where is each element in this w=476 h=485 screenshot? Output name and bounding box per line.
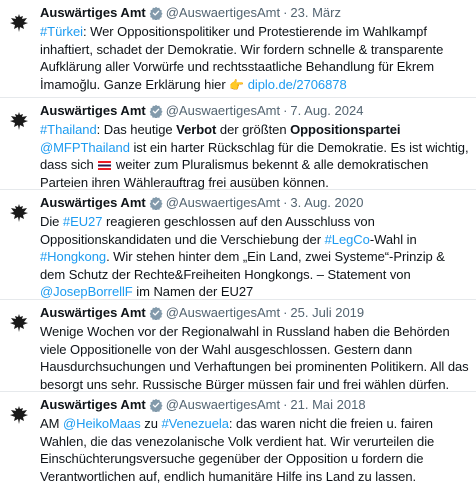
text-segment: . Wir stehen hinter dem „Ein Land, zwei Systeme“-Prinzip & dem Schutz der Rechte&Freiheiten Hongkongs. – Statement von — [40, 249, 445, 282]
text-segment: zu — [140, 416, 162, 431]
tweet-text — [40, 23, 470, 94]
tweet[interactable] — [0, 300, 476, 392]
account-handle[interactable]: @AuswaertigesAmt — [165, 5, 281, 20]
text-segment: -Wahl in — [369, 231, 417, 247]
verified-badge-icon — [149, 104, 163, 118]
tweet[interactable] — [0, 0, 476, 98]
tweet-link[interactable]: #EU27 — [62, 214, 103, 229]
account-name[interactable]: Auswärtiges Amt — [40, 5, 146, 20]
pointing-hand-icon: 👉 — [229, 77, 245, 92]
tweet-header — [40, 194, 470, 211]
text-segment: reagieren geschlossen auf den Ausschluss von Oppositionskandidaten und die Verschiebung der — [40, 214, 375, 247]
federal-eagle-icon[interactable] — [6, 108, 32, 134]
thailand-flag-icon — [98, 161, 111, 170]
separator: · — [283, 305, 288, 320]
federal-eagle-icon[interactable] — [6, 310, 32, 336]
separator: · — [283, 195, 288, 210]
text-segment: AM — [40, 416, 63, 431]
tweet-content — [40, 4, 470, 94]
tweet-link[interactable]: @HeikoMaas — [62, 416, 141, 431]
tweet-link[interactable]: @JosepBorrellF — [40, 284, 133, 299]
tweet-content — [40, 396, 470, 485]
tweet-text — [40, 415, 470, 485]
tweet[interactable] — [0, 190, 476, 300]
tweet-text — [40, 121, 470, 191]
tweet-header — [40, 102, 470, 119]
verified-badge-icon — [149, 306, 163, 320]
tweet-link[interactable]: #Venezuela — [161, 416, 229, 431]
tweet[interactable] — [0, 98, 476, 190]
tweet-date[interactable]: 3. Aug. 2020 — [290, 195, 364, 210]
separator: · — [283, 5, 288, 20]
tweet[interactable] — [0, 392, 476, 484]
tweet-header — [40, 304, 470, 321]
tweet-link[interactable]: #Thailand — [40, 122, 97, 137]
tweet-content — [40, 194, 470, 301]
tweet-link[interactable]: #LegCo — [324, 231, 370, 247]
text-segment: im Namen der EU27 — [132, 284, 254, 299]
text-segment: Wenige Wochen vor der Regionalwahl in Russland haben die Behörden viele Oppositionelle von der Wahl ausgeschlossen. Gestern dann Hausdurchsuchungen und Verhaftungen bei prominenten Politikern. All das besorgt uns sehr. Russische Bürger müssen fair und frei wählen dürfen. — [40, 324, 469, 392]
tweet-link[interactable]: #Türkei — [40, 24, 83, 39]
verified-badge-icon — [149, 196, 163, 210]
tweet-text — [40, 323, 470, 393]
tweet-header — [40, 396, 470, 413]
federal-eagle-icon[interactable] — [6, 402, 32, 428]
tweet-content — [40, 304, 470, 393]
tweet-content — [40, 102, 470, 191]
account-handle[interactable]: @AuswaertigesAmt — [165, 397, 281, 412]
account-handle[interactable]: @AuswaertigesAmt — [165, 195, 281, 210]
tweet-header — [40, 4, 470, 21]
text-segment: Die — [40, 214, 63, 229]
tweet-text — [40, 213, 470, 301]
text-segment: : das waren nicht die freien u. fairen Wahlen, die das venezolanische Volk verdient hat. Wir verurteilen die Einschüchterungsversuche gegenüber der Opposition u fordern die Verantwortlichen auf, endlich humanitäre Hilfe ins Land zu lassen. — [40, 416, 435, 484]
bold-text: Oppositionspartei — [290, 122, 401, 137]
text-segment: weiter zum Pluralismus bekennt & alle demokratischen Parteien ihren Wählerauftrag frei ausüben können. — [40, 157, 429, 190]
separator: · — [283, 103, 288, 118]
federal-eagle-icon[interactable] — [6, 200, 32, 226]
tweet-date[interactable]: 23. März — [290, 5, 341, 20]
verified-badge-icon — [149, 6, 163, 20]
account-name[interactable]: Auswärtiges Amt — [40, 305, 146, 320]
account-name[interactable]: Auswärtiges Amt — [40, 397, 146, 412]
separator: · — [283, 397, 288, 412]
tweet-link[interactable]: @MFPThailand — [40, 139, 130, 155]
text-segment: : Wer Oppositionspolitiker und Protestierende im Wahlkampf inhaftiert, schadet der Demokratie. Wir fordern schnelle & transparente Aufklärung aller Vorwürfe und rechtsstaatliche Behandlung für Ekrem İmamoğlu. Ganze Erklärung hier — [40, 24, 444, 92]
bold-text: Verbot — [176, 122, 217, 137]
text-segment: ist ein harter Rückschlag für die Demokratie. Es ist wichtig, dass sich — [40, 139, 469, 172]
account-name[interactable]: Auswärtiges Amt — [40, 103, 146, 118]
tweet-date[interactable]: 25. Juli 2019 — [290, 305, 365, 320]
text-segment: : Das heutige — [96, 122, 177, 137]
tweet-link[interactable]: #Hongkong — [40, 249, 107, 264]
federal-eagle-icon[interactable] — [6, 10, 32, 36]
account-handle[interactable]: @AuswaertigesAmt — [165, 305, 281, 320]
text-segment: der größten — [216, 122, 291, 137]
tweet-date[interactable]: 7. Aug. 2024 — [290, 103, 364, 118]
verified-badge-icon — [149, 398, 163, 412]
account-handle[interactable]: @AuswaertigesAmt — [165, 103, 281, 118]
tweet-date[interactable]: 21. Mai 2018 — [290, 397, 366, 412]
account-name[interactable]: Auswärtiges Amt — [40, 195, 146, 210]
tweet-link[interactable]: diplo.de/2706878 — [247, 76, 347, 92]
